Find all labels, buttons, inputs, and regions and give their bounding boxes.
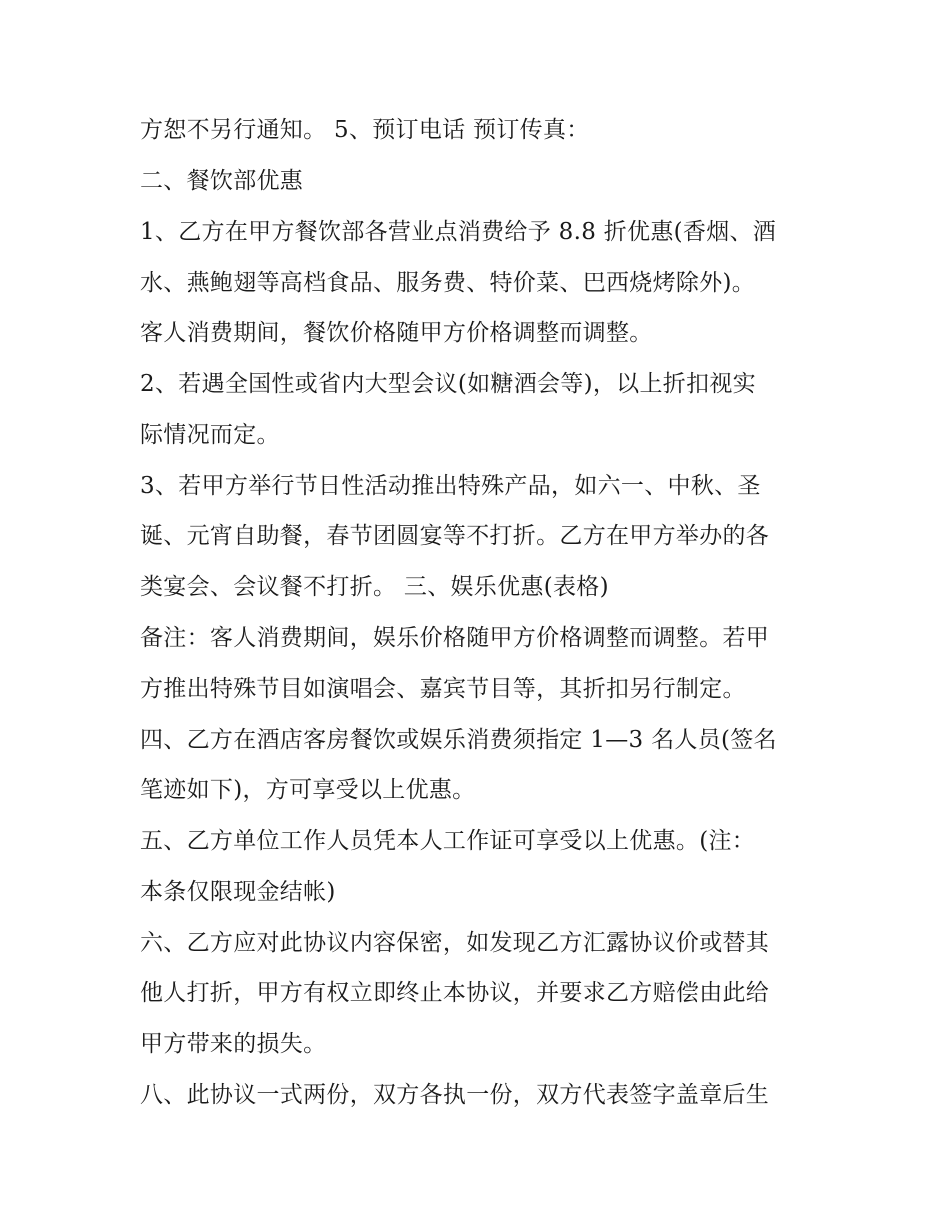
text-line: 2、若遇全国性或省内大型会议(如糖酒会等)，以上折扣视实: [140, 371, 756, 397]
text-line: 六、乙方应对此协议内容保密，如发现乙方汇露协议价或替其: [140, 930, 770, 956]
text-line: 水、燕鲍翅等高档食品、服务费、特价菜、巴西烧烤除外)。: [140, 270, 756, 296]
text-line: 方推出特殊节目如演唱会、嘉宾节目等，其折扣另行制定。: [140, 676, 746, 702]
text-line: 笔迹如下)，方可享受以上优惠。: [140, 777, 476, 803]
text-line: 甲方带来的损失。: [140, 1031, 327, 1057]
text-line: 八、此协议一式两份，双方各执一份，双方代表签字盖章后生: [140, 1082, 770, 1108]
text-line: 3、若甲方举行节日性活动推出特殊产品，如六一、中秋、圣: [140, 473, 761, 499]
section-heading: 二、餐饮部优惠: [140, 168, 304, 194]
text-line: 他人打折，甲方有权立即终止本协议，并要求乙方赔偿由此给: [140, 980, 770, 1006]
text-line: 五、乙方单位工作人员凭本人工作证可享受以上优惠。(注：: [140, 828, 756, 854]
text-line: 诞、元宵自助餐，春节团圆宴等不打折。乙方在甲方举办的各: [140, 523, 770, 549]
text-line: 方恕不另行通知。 5、预订电话 预订传真：: [140, 117, 590, 143]
text-line: 客人消费期间，餐饮价格随甲方价格调整而调整。: [140, 320, 653, 346]
text-line: 1、乙方在甲方餐饮部各营业点消费给予 8.8 折优惠(香烟、酒: [140, 219, 777, 245]
text-line: 本条仅限现金结帐): [140, 879, 336, 905]
text-line: 类宴会、会议餐不打折。 三、娱乐优惠(表格): [140, 574, 609, 600]
text-line: 四、乙方在酒店客房餐饮或娱乐消费须指定 1—3 名人员(签名: [140, 727, 777, 753]
text-line: 备注：客人消费期间，娱乐价格随甲方价格调整而调整。若甲: [140, 625, 770, 651]
text-line: 际情况而定。: [140, 422, 280, 448]
